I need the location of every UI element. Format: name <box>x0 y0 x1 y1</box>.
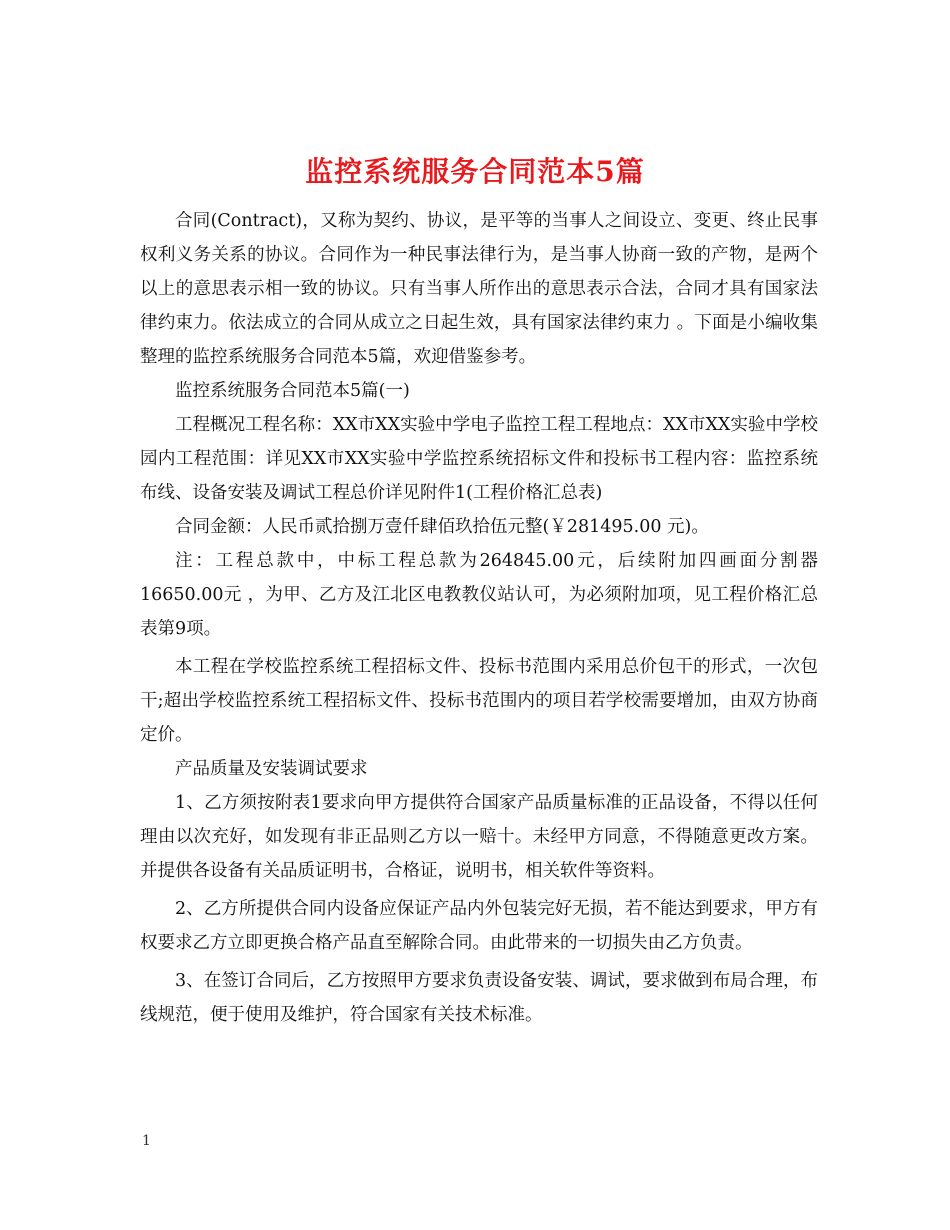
lump-sum-paragraph: 本工程在学校监控系统工程招标文件、投标书范围内采用总价包干的形式，一次包干;超出学校监控系统工程招标文件、投标书范围内的项目若学校需要增加，由双方协商定价。 <box>140 657 818 745</box>
intro-paragraph: 合同(Contract)，又称为契约、协议，是平等的当事人之间设立、变更、终止民事权利义务关系的协议。合同作为一种民事法律行为，是当事人协商一致的产物，是两个以上的意思表示相一致的协议。只有当事人所作出的意思表示合法，合同才具有国家法律约束力。依法成立的合同从成立之日起生效，具有国家法律约束力 。下面是小编收集整理的监控系统服务合同范本5篇，欢迎借鉴参考。 <box>140 211 818 367</box>
clause-3-paragraph: 3、在签订合同后，乙方按照甲方要求负责设备安装、调试，要求做到布局合理，布线规范，便于使用及维护，符合国家有关技术标准。 <box>140 971 818 1025</box>
document-title: 监控系统服务合同范本5篇 <box>305 154 645 188</box>
note-paragraph: 注：工程总款中，中标工程总款为264845.00元，后续附加四画面分割器16650.00元 ，为甲、乙方及江北区电教教仪站认可，为必须附加项，见工程价格汇总表第9项。 <box>140 551 818 639</box>
document-body <box>140 204 818 1032</box>
quality-heading: 产品质量及安装调试要求 <box>175 759 368 779</box>
contract-amount-paragraph: 合同金额：人民币贰拾捌万壹仟肆佰玖拾伍元整(￥281495.00 元)。 <box>175 517 709 537</box>
clause-2-paragraph: 2、乙方所提供合同内设备应保证产品内外包装完好无损，若不能达到要求，甲方有权要求乙方立即更换合格产品直至解除合同。由此带来的一切损失由乙方负责。 <box>140 899 818 953</box>
clause-1-paragraph: 1、乙方须按附表1要求向甲方提供符合国家产品质量标准的正品设备，不得以任何理由以次充好，如发现有非正品则乙方以一赔十。未经甲方同意，不得随意更改方案。并提供各设备有关品质证明书，合格证，说明书，相关软件等资料。 <box>140 793 818 881</box>
section-heading: 监控系统服务合同范本5篇(一) <box>175 381 410 401</box>
page-number: 1 <box>142 1133 151 1149</box>
project-overview-paragraph: 工程概况工程名称：XX市XX实验中学电子监控工程工程地点：XX市XX实验中学校园内工程范围：详见XX市XX实验中学监控系统招标文件和投标书工程内容：监控系统布线、设备安装及调试工程总价详见附件1(工程价格汇总表) <box>140 415 818 503</box>
